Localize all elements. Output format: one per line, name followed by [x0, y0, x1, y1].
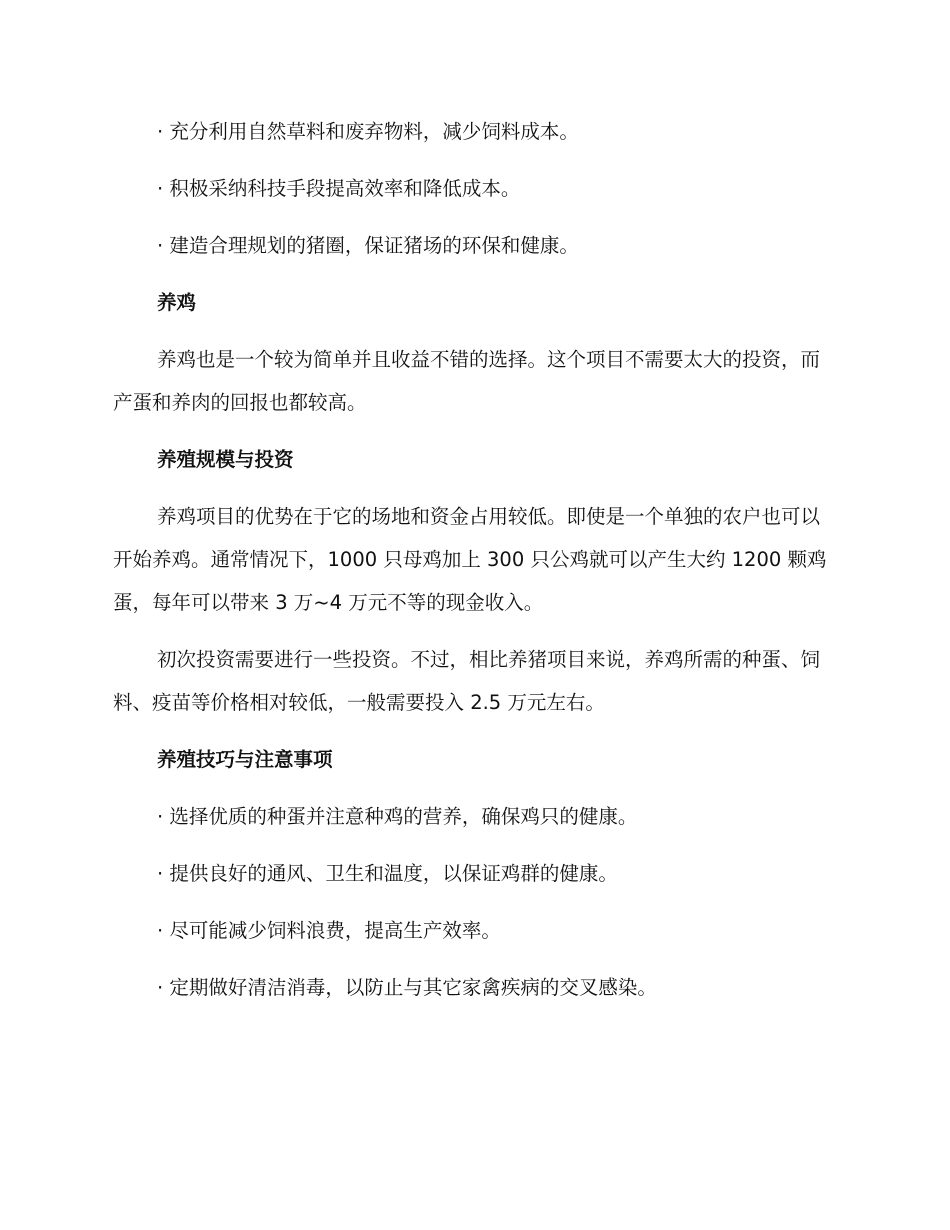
list-item: · 选择优质的种蛋并注意种鸡的营养，确保鸡只的健康。	[157, 805, 638, 828]
list-item: · 充分利用自然草料和废弃物料，减少饲料成本。	[157, 120, 579, 143]
list-item: · 提供良好的通风、卫生和温度，以保证鸡群的健康。	[157, 862, 618, 885]
paragraph-scale: 养鸡项目的优势在于它的场地和资金占用较低。即使是一个单独的农户也可以开始养鸡。通常情况下，1000 只母鸡加上 300 只公鸡就可以产生大约 1200 颗鸡蛋，每年可以带来 3 万~4 万元不等的现金收入。	[113, 505, 827, 614]
list-item: · 尽可能减少饲料浪费，提高生产效率。	[157, 919, 501, 942]
section-heading-tips: 养殖技巧与注意事项	[157, 748, 333, 771]
paragraph-investment: 初次投资需要进行一些投资。不过，相比养猪项目来说，养鸡所需的种蛋、饲料、疫苗等价格相对较低，一般需要投入 2.5 万元左右。	[113, 648, 821, 714]
list-item: · 建造合理规划的猪圈，保证猪场的环保和健康。	[157, 234, 579, 257]
list-item: · 积极采纳科技手段提高效率和降低成本。	[157, 177, 521, 200]
section-heading-chicken: 养鸡	[157, 291, 197, 314]
paragraph-chicken-intro: 养鸡也是一个较为简单并且收益不错的选择。这个项目不需要太大的投资，而产蛋和养肉的回报也都较高。	[113, 348, 821, 414]
list-item: · 定期做好清洁消毒，以防止与其它家禽疾病的交叉感染。	[157, 976, 657, 999]
document-body	[113, 110, 833, 1023]
section-heading-scale-investment: 养殖规模与投资	[157, 448, 294, 471]
